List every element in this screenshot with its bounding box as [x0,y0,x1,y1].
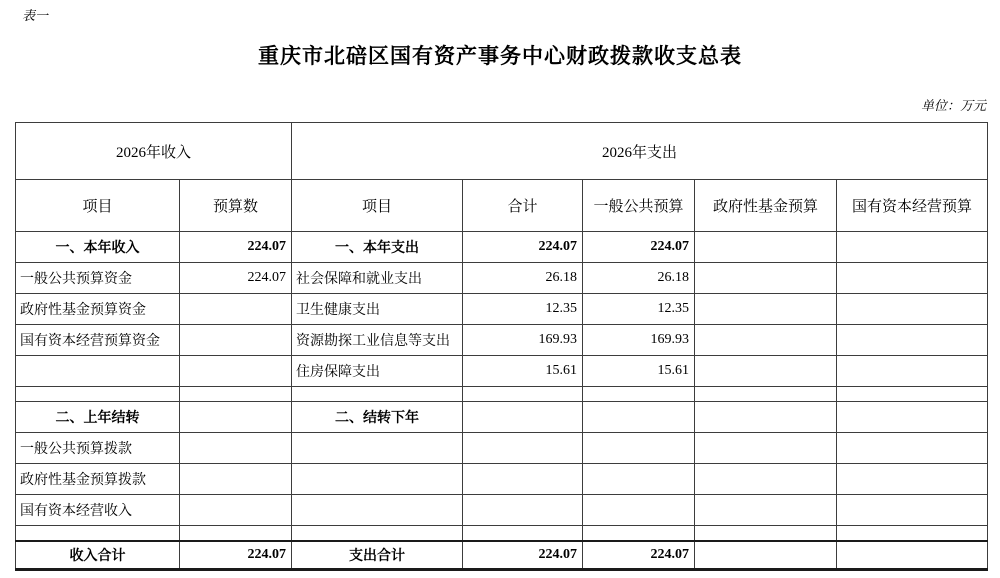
page-title: 重庆市北碚区国有资产事务中心财政拨款收支总表 [258,45,742,68]
cell-state-capital [837,325,988,356]
cell-general-public: 12.35 [583,294,695,325]
cell-expense-item: 资源勘探工业信息等支出 [292,325,463,356]
cell-general-public: 26.18 [583,263,695,294]
cell-income-budget [180,356,292,387]
cell-income-item [16,356,180,387]
cell-income-item: 国有资本经营预算资金 [16,325,180,356]
cell-expense-item [292,433,463,464]
col-header-income-budget: 预算数 [180,180,292,232]
cell-expense-total: 26.18 [463,263,583,294]
col-header-general-public-budget: 一般公共预算 [583,180,695,232]
cell-income-budget [180,464,292,495]
cell-general-public [583,495,695,526]
cell-gov-fund [695,294,837,325]
table-row [16,433,988,464]
table-row [16,541,988,570]
cell-expense-item: 一、本年支出 [292,232,463,263]
column-header-row [16,180,988,232]
cell-state-capital [837,526,988,541]
cell-gov-fund [695,464,837,495]
table-row [16,325,988,356]
cell-gov-fund [695,232,837,263]
cell-state-capital [837,387,988,402]
table-row [16,495,988,526]
cell-general-public [583,526,695,541]
cell-expense-item: 二、结转下年 [292,402,463,433]
cell-state-capital [837,294,988,325]
cell-state-capital [837,232,988,263]
cell-general-public [583,387,695,402]
cell-expense-total [463,387,583,402]
cell-expense-item [292,464,463,495]
cell-gov-fund [695,325,837,356]
cell-expense-total [463,433,583,464]
group-header-expense: 2026年支出 [292,123,988,180]
cell-state-capital [837,402,988,433]
table-row [16,387,988,402]
cell-income-budget [180,495,292,526]
cell-gov-fund [695,402,837,433]
table-row [16,526,988,541]
cell-income-item: 政府性基金预算资金 [16,294,180,325]
cell-income-item [16,387,180,402]
cell-expense-item: 卫生健康支出 [292,294,463,325]
col-header-expense-item: 项目 [292,180,463,232]
cell-expense-item [292,495,463,526]
cell-general-public [583,464,695,495]
table-row [16,294,988,325]
cell-state-capital [837,495,988,526]
cell-expense-total: 12.35 [463,294,583,325]
cell-state-capital [837,464,988,495]
cell-gov-fund [695,541,837,570]
cell-state-capital [837,433,988,464]
cell-income-item [16,526,180,541]
table-header [16,123,988,232]
cell-income-budget [180,402,292,433]
cell-income-item: 收入合计 [16,541,180,570]
cell-expense-total [463,402,583,433]
cell-expense-total [463,526,583,541]
cell-income-budget [180,387,292,402]
cell-general-public [583,433,695,464]
unit-note: 单位：万元 [920,98,986,113]
cell-expense-item: 住房保障支出 [292,356,463,387]
cell-income-budget [180,294,292,325]
cell-income-budget [180,433,292,464]
cell-expense-item: 支出合计 [292,541,463,570]
cell-state-capital [837,263,988,294]
cell-income-budget: 224.07 [180,263,292,294]
cell-income-budget: 224.07 [180,232,292,263]
group-header-income: 2026年收入 [16,123,292,180]
cell-state-capital [837,356,988,387]
cell-expense-total: 224.07 [463,541,583,570]
cell-general-public: 15.61 [583,356,695,387]
cell-expense-item [292,387,463,402]
cell-gov-fund [695,263,837,294]
cell-gov-fund [695,387,837,402]
table-number-label: 表一 [22,8,49,23]
cell-general-public: 169.93 [583,325,695,356]
col-header-state-capital-budget: 国有资本经营预算 [837,180,988,232]
budget-summary-table [15,122,988,571]
cell-gov-fund [695,433,837,464]
col-header-gov-fund-budget: 政府性基金预算 [695,180,837,232]
cell-income-item: 国有资本经营收入 [16,495,180,526]
group-header-row [16,123,988,180]
cell-income-item: 政府性基金预算拨款 [16,464,180,495]
cell-income-item: 一般公共预算资金 [16,263,180,294]
table-row [16,356,988,387]
cell-income-item: 一般公共预算拨款 [16,433,180,464]
cell-income-budget [180,526,292,541]
cell-gov-fund [695,356,837,387]
cell-expense-total: 224.07 [463,232,583,263]
cell-expense-total [463,464,583,495]
cell-expense-item: 社会保障和就业支出 [292,263,463,294]
cell-income-item: 二、上年结转 [16,402,180,433]
col-header-expense-total: 合计 [463,180,583,232]
cell-expense-total: 169.93 [463,325,583,356]
cell-state-capital [837,541,988,570]
cell-income-budget [180,325,292,356]
cell-gov-fund [695,495,837,526]
cell-expense-total: 15.61 [463,356,583,387]
table-row [16,464,988,495]
cell-general-public: 224.07 [583,232,695,263]
col-header-income-item: 项目 [16,180,180,232]
cell-gov-fund [695,526,837,541]
table-row [16,402,988,433]
cell-income-budget: 224.07 [180,541,292,570]
table-row [16,232,988,263]
cell-general-public [583,402,695,433]
cell-income-item: 一、本年收入 [16,232,180,263]
table-row [16,263,988,294]
table-body [16,232,988,570]
cell-expense-total [463,495,583,526]
cell-expense-item [292,526,463,541]
cell-general-public: 224.07 [583,541,695,570]
